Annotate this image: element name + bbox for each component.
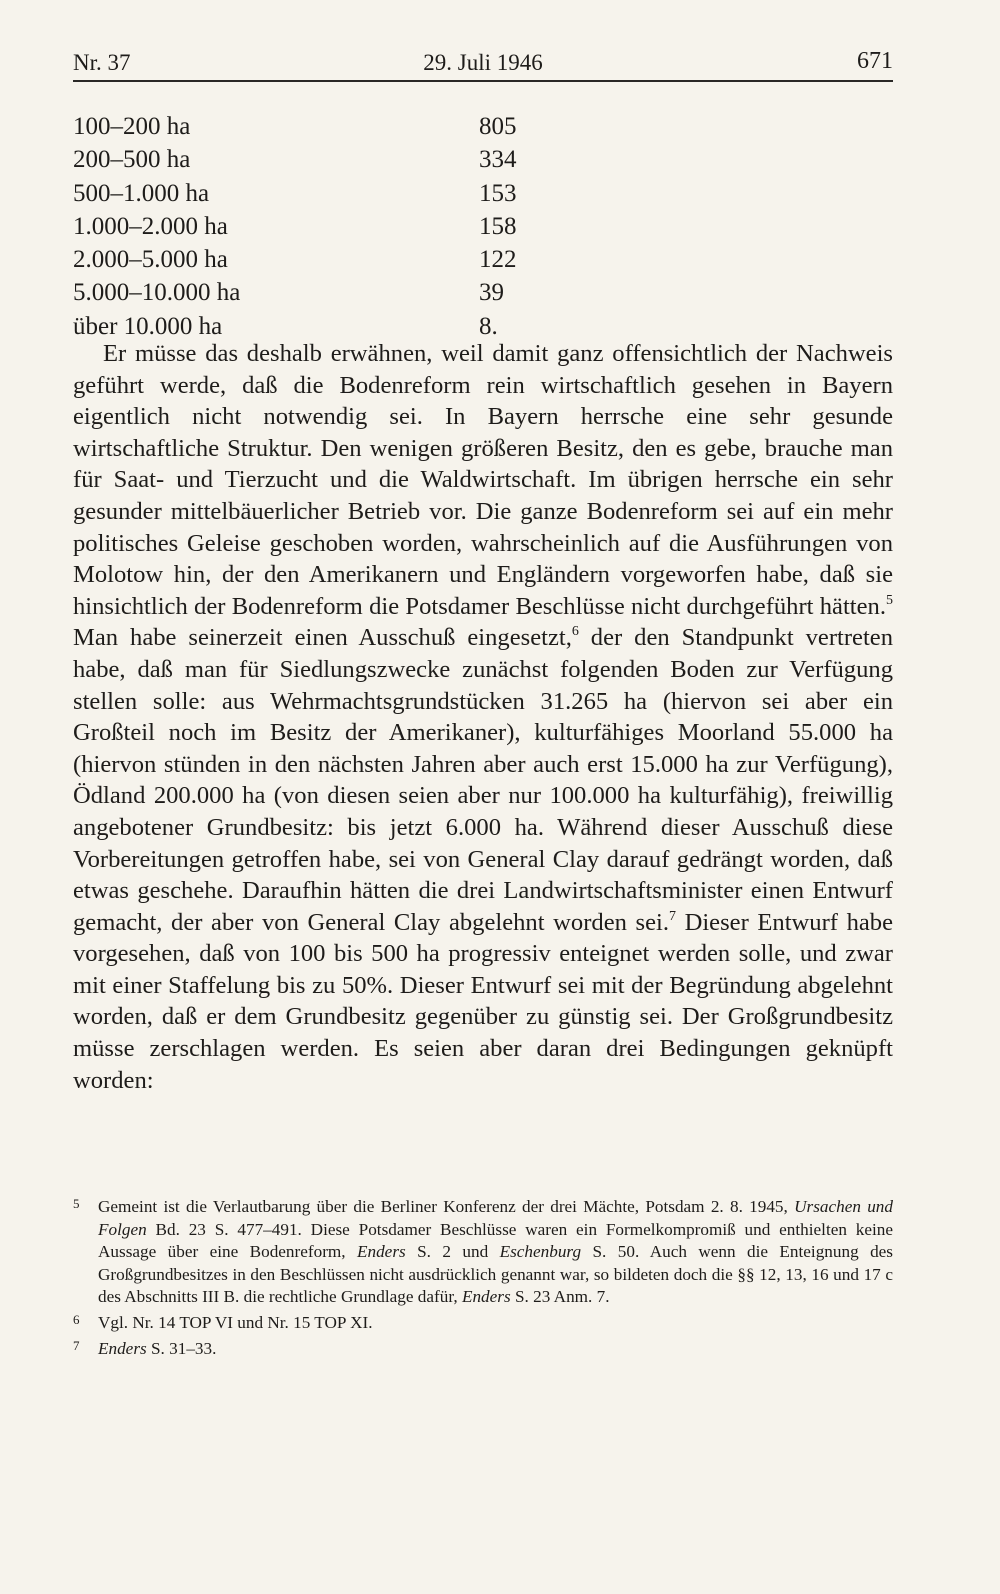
footnote-text: S. 31–33. [146, 1338, 217, 1358]
running-header [73, 44, 893, 80]
holding-count: 158 [479, 212, 517, 240]
holding-count: 153 [479, 179, 517, 207]
footnote-citation: Eschenburg [499, 1242, 582, 1262]
page-number: 671 [857, 48, 893, 74]
footnote [73, 1312, 893, 1335]
footnote-mark: 7 [73, 1337, 80, 1353]
body-text-segment: Er müsse das deshalb erwähnen, weil damit ganz offensichtlich der Nachweis geführt werde, daß die Bodenreform rein wirtschaftlich gesehen in Bayern eigentlich nicht notwendig sei. In Bayern herrsche eine sehr gesunde wirtschaftliche Struktur. Den wenigen größeren Besitz, den es gebe, brauche man für Saat- und Tierzucht und die Waldwirtschaft. Im übrigen herrsche ein sehr gesunder mittelbäuerlicher Betrieb vor. Die ganze Bodenreform sei auf ein mehr politisches Geleise geschoben worden, wahrscheinlich auf die Ausführungen von Molotow hin, der den Amerikanern und Engländern vorgeworfen habe, daß sie hinsichtlich der Bodenreform die Potsdamer Beschlüsse nicht durchgeführt hätten. [73, 340, 893, 620]
body-text-segment: Dieser Entwurf habe vorgesehen, daß von 100 bis 500 ha progressiv enteignet werden solle, und zwar mit einer Staffelung bis zu 50%. Dieser Entwurf sei mit der Begründung abgelehnt worden, daß er dem Grundbesitz gegenüber zu günstig sei. Der Großgrundbesitz müsse zerschlagen werden. Es seien aber daran drei Bedingungen geknüpft worden: [73, 908, 893, 1094]
footnote-citation: Enders [357, 1242, 406, 1262]
holding-range: 500–1.000 ha [73, 179, 210, 207]
footnote-text: Vgl. Nr. 14 TOP VI und Nr. 15 TOP XI. [98, 1312, 373, 1332]
footnote-text: S. 50. Auch wenn die Enteignung des Großgrundbesitzes in den Beschlüssen nicht ausdrücklich genannt war, so bildeten doch die §§ 12, 13, 16 und 17 c des Abschnitts III B. die rechtliche Grundlage dafür, [98, 1242, 893, 1307]
holding-range: 5.000–10.000 ha [73, 279, 241, 307]
holdings-table [73, 110, 533, 343]
holding-count: 122 [479, 246, 517, 274]
table-row [73, 177, 533, 210]
table-row [73, 276, 533, 309]
body-paragraph [73, 338, 893, 1096]
footnote [73, 1196, 893, 1309]
footnote-ref: 7 [668, 908, 676, 924]
holding-count: 39 [479, 279, 504, 307]
header-date: 29. Juli 1946 [423, 50, 543, 75]
footnote-text: Gemeint ist die Verlautbarung über die Berliner Konferenz der drei Mächte, Potsdam 2. 8. 1945, [98, 1197, 795, 1216]
footnotes [73, 1196, 893, 1363]
holding-range: 1.000–2.000 ha [73, 212, 228, 240]
footnote-text: S. 2 und [405, 1242, 500, 1262]
footnote-text: S. 23 Anm. 7. [510, 1287, 610, 1307]
footnote-ref: 5 [886, 592, 893, 608]
footnote-ref: 6 [571, 624, 579, 640]
holding-count: 334 [479, 146, 517, 174]
body-text-segment: der den Standpunkt vertreten habe, daß man für Siedlungszwecke zunächst folgenden Boden zur Verfügung stellen solle: aus Wehrmachtsgrundstücken 31.265 ha (hiervon sei aber ein Großteil noch im Besitz der Amerikaner), kulturfähiges Moorland 55.000 ha (hiervon stünden in den nächsten Jahren aber auch erst 15.000 ha zur Verfügung), Ödland 200.000 ha (von diesen seien aber nur 100.000 ha kulturfähig), freiwillig angebotener Grundbesitz: bis jetzt 6.000 ha. Während dieser Ausschuß diese Vorbereitungen getroffen habe, sei von General Clay darauf gedrängt worden, daß etwas geschehe. Daraufhin hätten die drei Landwirtschaftsminister einen Entwurf gemacht, der aber von General Clay abgelehnt worden sei. [73, 624, 893, 936]
holding-range: 100–200 ha [73, 113, 191, 140]
holding-range: 2.000–5.000 ha [73, 246, 228, 274]
main-text [73, 338, 893, 1096]
table-row [73, 143, 533, 176]
issue-number: Nr. 37 [73, 50, 131, 75]
body-text-segment: Man habe seinerzeit einen Ausschuß eingesetzt, [73, 624, 572, 652]
holding-count: 805 [479, 113, 517, 140]
header-rule [73, 80, 893, 82]
footnote-mark: 5 [73, 1196, 80, 1211]
footnote-text: Bd. 23 S. 477–491. Diese Potsdamer Beschlüsse waren ein Formelkompromiß und enthielten keine Aussage über eine Bodenreform, [98, 1219, 893, 1262]
footnote-citation: Ursachen und Folgen [98, 1197, 893, 1239]
footnote-citation: Enders [98, 1338, 147, 1358]
holding-range: über 10.000 ha [73, 312, 223, 340]
holding-count: 8. [479, 312, 498, 340]
holding-range: 200–500 ha [73, 146, 191, 174]
table-row [73, 243, 533, 276]
footnote-citation: Enders [461, 1287, 511, 1307]
footnote [73, 1338, 893, 1361]
table-row [73, 110, 533, 143]
footnote-mark: 6 [73, 1311, 80, 1327]
table-row [73, 210, 533, 243]
